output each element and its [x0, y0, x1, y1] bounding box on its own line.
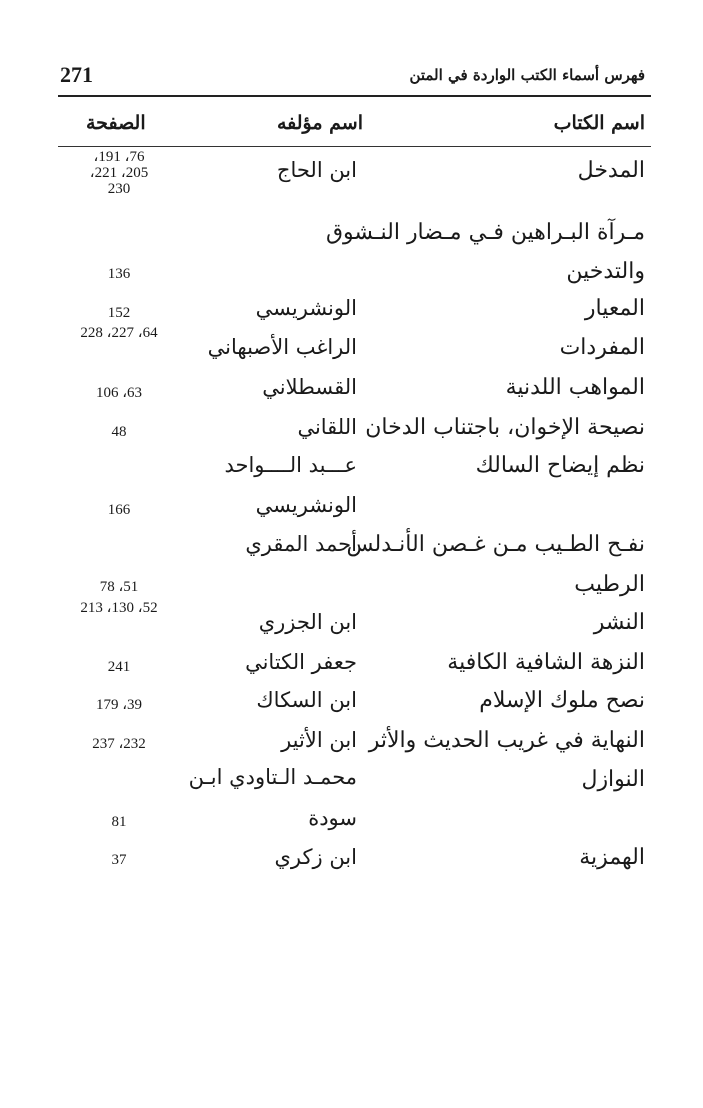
column-header-title: اسم الكتاب: [553, 112, 645, 134]
row-author: اللقاني: [297, 415, 357, 439]
header-rule: [58, 95, 651, 97]
page-number: 271: [60, 62, 93, 87]
row-pages: 52، 130، 213: [80, 600, 158, 616]
running-title: فهرس أسماء الكتب الواردة في المتن: [409, 66, 645, 84]
row-author: ابن الجزري: [258, 610, 357, 634]
row-pages: 51، 78: [99, 579, 139, 595]
row-author: ابن الحاج: [276, 158, 357, 182]
row-title: نصيحة الإخوان، باجتناب الدخان: [365, 415, 645, 440]
row-pages: 166: [107, 502, 131, 518]
row-pages: 232، 237: [92, 736, 146, 752]
row-author: ابن الأثير: [281, 728, 357, 752]
row-author: ابن السكاك: [256, 688, 357, 712]
row-title: النزهة الشافية الكافية: [447, 650, 645, 675]
column-header-author: اسم مؤلفه: [276, 112, 363, 134]
row-title: النوازل: [581, 767, 645, 792]
row-author: أحمد المقري: [245, 532, 357, 556]
row-pages: 39، 179: [95, 697, 143, 713]
row-title: المفردات: [559, 335, 645, 360]
row-pages: 136: [107, 266, 131, 282]
row-title-continued: والتدخين: [566, 259, 645, 284]
row-author: عـــبد الــــواحد: [224, 453, 357, 477]
row-title: نصح ملوك الإسلام: [479, 688, 645, 713]
row-author-continued: الونشريسي: [255, 493, 357, 517]
column-header-pages: الصفحة: [86, 112, 146, 134]
row-title: المعيار: [584, 296, 645, 321]
row-author: الونشريسي: [255, 296, 357, 320]
row-title: مـرآة البـراهين فـي مـضار النـشوق: [325, 220, 645, 245]
row-title: النشر: [593, 610, 645, 635]
row-pages: 152: [107, 305, 131, 321]
row-pages: 48: [111, 424, 127, 440]
row-title: النهاية في غريب الحديث والأثر: [368, 728, 645, 753]
row-title: الهمزية: [579, 845, 645, 870]
row-pages: 37: [111, 852, 127, 868]
row-title: نظم إيضاح السالك: [475, 453, 645, 478]
row-author: محمـد الـتاودي ابـن: [188, 765, 357, 789]
row-author: الراغب الأصبهاني: [207, 335, 357, 359]
row-author: ابن زكري: [274, 845, 357, 869]
row-author: جعفر الكتاني: [245, 650, 357, 674]
row-title: نفـح الطـيب مـن غـصن الأنـدلس: [346, 532, 645, 557]
row-pages: 81: [111, 814, 127, 830]
row-pages: 63، 106: [95, 385, 143, 401]
row-author: القسطلاني: [262, 375, 357, 399]
row-author-continued: سودة: [308, 806, 357, 830]
row-pages: 241: [107, 659, 131, 675]
row-pages: 76، 191، 205، 221، 230: [89, 149, 149, 197]
row-title: المواهب اللدنية: [505, 375, 645, 400]
row-title: المدخل: [577, 158, 645, 183]
row-pages: 64، 227، 228: [80, 325, 158, 341]
row-title-continued: الرطيب: [574, 572, 645, 597]
column-header-rule: [58, 146, 651, 147]
